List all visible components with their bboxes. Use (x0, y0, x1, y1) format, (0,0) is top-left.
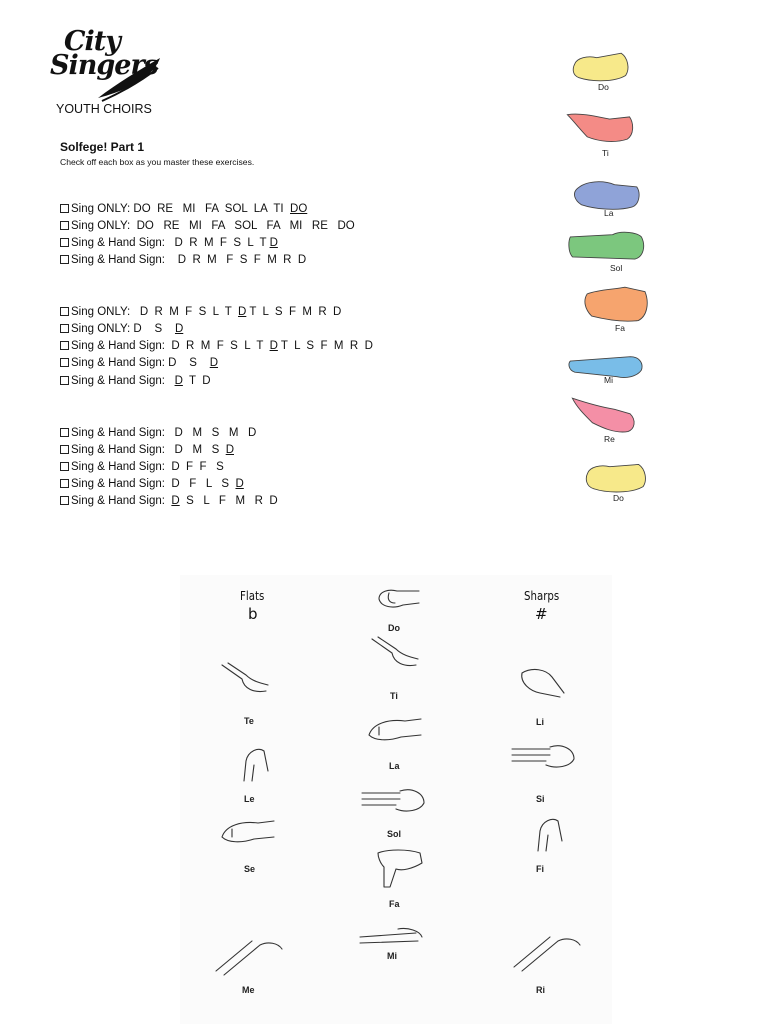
hand-sketch-icon (224, 741, 296, 789)
exercise-text: Sing & Hand Sign: D M S M D (71, 427, 257, 439)
checkbox[interactable] (60, 376, 69, 385)
checkbox[interactable] (60, 307, 69, 316)
colored-hand-sign-icon (565, 108, 643, 148)
sharps-heading: Sharps (524, 589, 560, 603)
hand-sketch-icon (370, 635, 442, 683)
hand-sketch-icon (365, 715, 437, 763)
exercise-text: Sing & Hand Sign: D M S (71, 444, 226, 456)
exercise-item (60, 323, 183, 335)
exercise-text: Sing & Hand Sign: D R M F S L T (71, 340, 270, 352)
exercise-text: Sing & Hand Sign: D F L S (71, 478, 236, 490)
hand-sign-chart (180, 575, 612, 1024)
exercise-high-do: D (225, 444, 234, 456)
exercise-item (60, 478, 244, 490)
flat-symbol: b (248, 605, 258, 623)
chart-syllable-label: Me (242, 985, 255, 995)
chart-syllable-label: Mi (387, 951, 397, 961)
logo-youth-choirs: YOUTH CHOIRS (56, 102, 152, 116)
exercise-item (60, 495, 278, 507)
checkbox[interactable] (60, 238, 69, 247)
chart-syllable-label: Li (536, 717, 544, 727)
exercise-item (60, 306, 341, 318)
hand-sketch-icon (368, 847, 440, 895)
instructions: Check off each box as you master these exercises. (60, 157, 255, 167)
exercise-high-do: D (174, 375, 183, 387)
logo-city: City (64, 26, 120, 57)
hand-sketch-icon (510, 741, 582, 789)
chart-syllable-label: Fi (536, 864, 544, 874)
checkbox[interactable] (60, 221, 69, 230)
hand-sketch-icon (375, 585, 447, 633)
exercise-high-do: D (174, 323, 184, 335)
colored-hand-sign-icon (570, 51, 648, 91)
exercise-high-do: D (238, 306, 247, 318)
checkbox[interactable] (60, 204, 69, 213)
hand-sketch-icon (516, 663, 588, 711)
exercise-text-end: T L S F M R D (246, 306, 342, 318)
hand-sketch-icon (360, 785, 432, 833)
exercise-text-end: T L S F M R D (277, 340, 373, 352)
logo-swoosh (96, 54, 162, 104)
chart-syllable-label: Te (244, 716, 254, 726)
checkbox[interactable] (60, 496, 69, 505)
hand-sign-label: Fa (615, 323, 625, 333)
chart-syllable-label: Ti (390, 691, 398, 701)
checkbox[interactable] (60, 255, 69, 264)
colored-hand-sign-icon (568, 228, 646, 268)
colored-hand-sign-icon (570, 396, 648, 436)
exercise-item (60, 357, 218, 369)
exercise-high-do: D (269, 237, 278, 249)
exercise-text: Sing & Hand Sign: D R M F S L T (71, 237, 270, 249)
exercise-item (60, 427, 256, 439)
hand-sign-label: Do (613, 493, 624, 503)
exercise-text: Sing ONLY: DO RE MI FA SOL LA TI (71, 203, 291, 215)
chart-syllable-label: Si (536, 794, 545, 804)
logo-singers: Singers (50, 50, 158, 81)
exercise-high-do: D (209, 357, 219, 369)
checkbox[interactable] (60, 462, 69, 471)
exercise-item (60, 444, 234, 456)
hand-sign-label: Mi (604, 375, 613, 385)
exercise-item (60, 203, 307, 215)
exercise-high-do: D (269, 340, 278, 352)
checkbox[interactable] (60, 341, 69, 350)
hand-sign-label: La (604, 208, 614, 218)
exercise-text: Sing ONLY: D R M F S L T (71, 306, 239, 318)
exercise-item (60, 254, 306, 266)
hand-sketch-icon (218, 817, 290, 865)
exercise-high-do: DO (290, 203, 308, 215)
exercise-text-end: T D (182, 375, 211, 387)
hand-sign-label: Re (604, 434, 615, 444)
checkbox[interactable] (60, 445, 69, 454)
exercise-item (60, 461, 224, 473)
checkbox[interactable] (60, 428, 69, 437)
exercise-text: Sing & Hand Sign: (71, 375, 175, 387)
exercise-text: Sing ONLY: DO RE MI FA SOL FA MI RE DO (71, 220, 355, 232)
chart-syllable-label: Sol (387, 829, 402, 839)
exercise-item (60, 375, 211, 387)
hand-sketch-icon (220, 661, 292, 709)
hand-sketch-icon (518, 811, 590, 859)
chart-syllable-label: Le (244, 794, 255, 804)
chart-syllable-label: Fa (389, 899, 400, 909)
exercise-item (60, 220, 355, 232)
flats-heading: Flats (240, 589, 265, 603)
exercise-text: Sing ONLY: D S (71, 323, 175, 335)
hand-sign-label: Do (598, 82, 609, 92)
hand-sign-label: Ti (602, 148, 609, 158)
exercise-item (60, 237, 278, 249)
exercise-text: Sing & Hand Sign: D R M F S F M R D (71, 254, 307, 266)
exercise-text: Sing & Hand Sign: D F F S (71, 461, 224, 473)
exercise-item (60, 340, 373, 352)
checkbox[interactable] (60, 324, 69, 333)
exercise-text-end: S L F M R D (179, 495, 278, 507)
page-title: Solfege! Part 1 (60, 140, 145, 154)
exercise-high-do: D (171, 495, 180, 507)
chart-syllable-label: La (389, 761, 400, 771)
sharp-symbol: # (535, 605, 548, 623)
chart-syllable-label: Ri (536, 985, 545, 995)
hand-sketch-icon (358, 925, 430, 973)
exercise-text: Sing & Hand Sign: (71, 495, 172, 507)
hand-sign-label: Sol (610, 263, 623, 273)
checkbox[interactable] (60, 479, 69, 488)
hand-sketch-icon (510, 927, 582, 975)
chart-syllable-label: Se (244, 864, 256, 874)
exercise-text: Sing & Hand Sign: D S (71, 357, 210, 369)
exercise-high-do: D (235, 478, 244, 490)
city-singers-logo (50, 26, 162, 122)
chart-syllable-label: Do (388, 623, 400, 633)
checkbox[interactable] (60, 358, 69, 367)
colored-hand-sign-icon (576, 285, 654, 325)
hand-sketch-icon (212, 931, 284, 979)
